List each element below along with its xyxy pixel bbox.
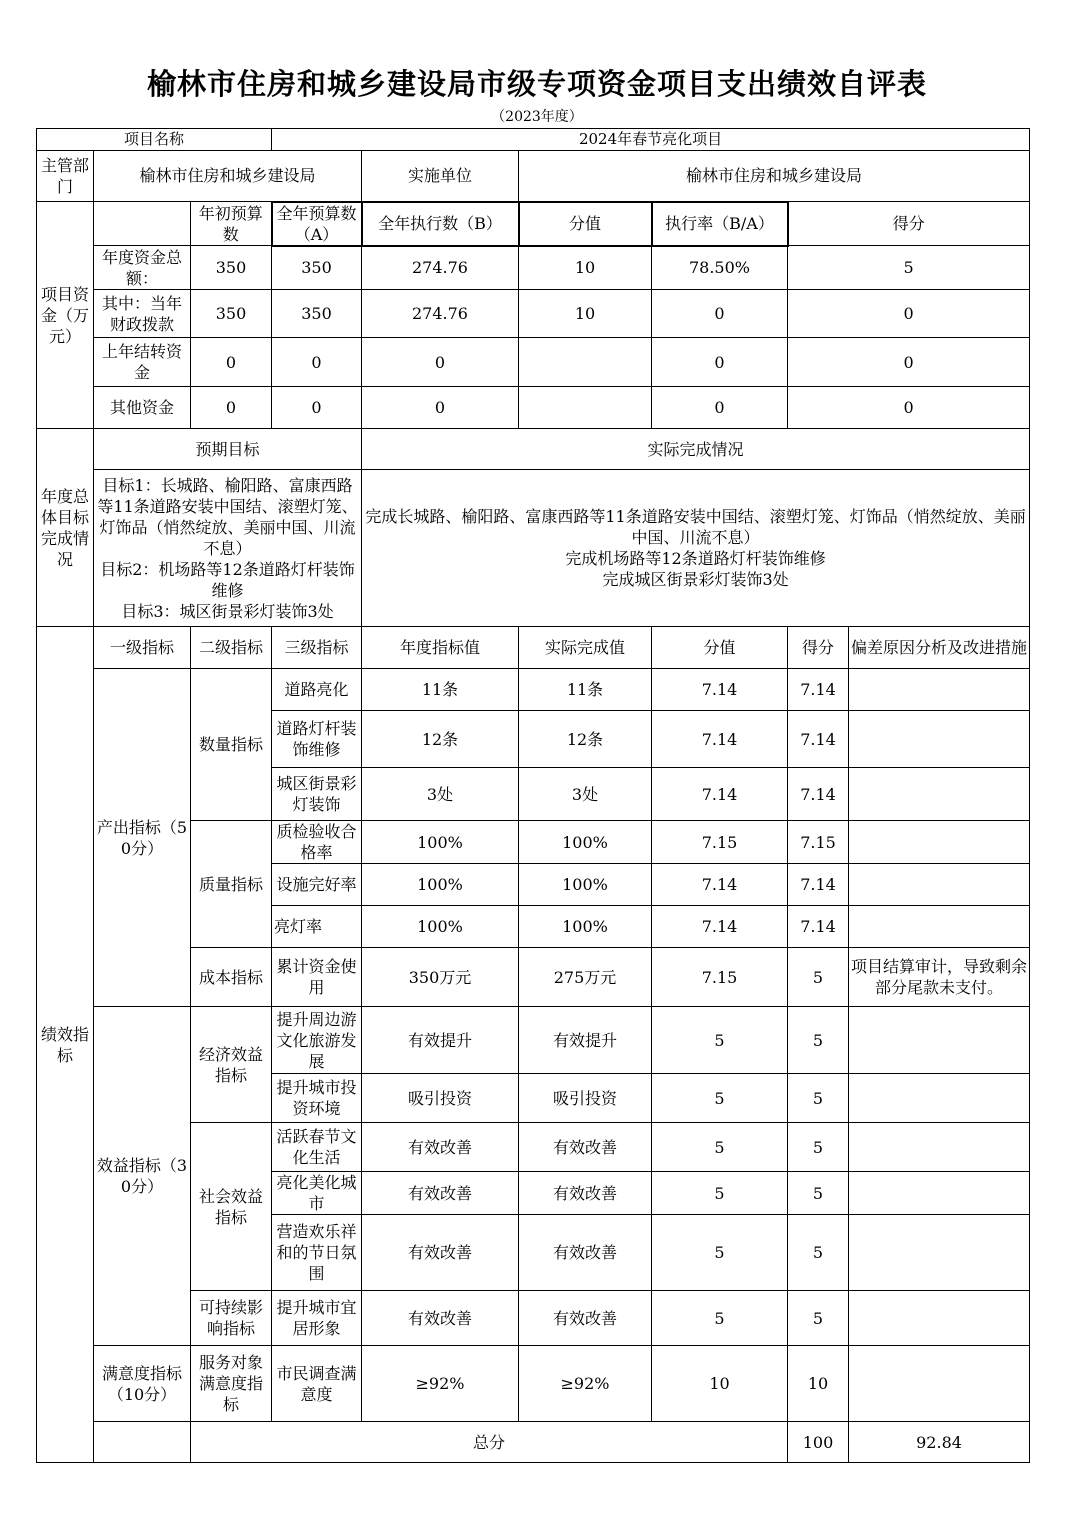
funds-cell: 274.76 bbox=[362, 246, 519, 290]
level3-cell: 提升周边游文化旅游发展 bbox=[272, 1007, 362, 1074]
perf-header: 二级指标 bbox=[191, 627, 272, 669]
perf-header: 分值 bbox=[652, 627, 788, 669]
target-cell: 有效改善 bbox=[362, 1123, 519, 1172]
note-cell bbox=[849, 821, 1030, 864]
funds-cell: 350 bbox=[191, 290, 272, 338]
perf-header: 年度指标值 bbox=[362, 627, 519, 669]
perf-header: 偏差原因分析及改进措施 bbox=[849, 627, 1030, 669]
funds-row bbox=[37, 290, 1030, 338]
got-cell: 10 bbox=[788, 1346, 849, 1422]
funds-row bbox=[37, 387, 1030, 429]
actual-cell: 11条 bbox=[519, 669, 652, 711]
level3-cell: 营造欢乐祥和的节日氛围 bbox=[272, 1215, 362, 1291]
level3-cell: 设施完好率 bbox=[272, 864, 362, 906]
got-cell: 5 bbox=[788, 1291, 849, 1346]
target-cell: 有效改善 bbox=[362, 1215, 519, 1291]
funds-cell: 0 bbox=[272, 387, 362, 429]
note-cell: 项目结算审计，导致剩余部分尾款未支付。 bbox=[849, 948, 1030, 1007]
expected-goal-text: 目标1：长城路、榆阳路、富康西路等11条道路安装中国结、滚塑灯笼、灯饰品（悄然绽放、美丽中国、川流不息） 目标2：机场路等12条道路灯杆装饰维修 目标3：城区街景彩灯装饰3处 bbox=[94, 470, 362, 627]
table-row bbox=[37, 1346, 1030, 1422]
dept-label: 主管部门 bbox=[37, 151, 94, 202]
level1-output: 产出指标（50分） bbox=[94, 669, 191, 1007]
actual-cell: 12条 bbox=[519, 711, 652, 768]
target-cell: ≥92% bbox=[362, 1346, 519, 1422]
funds-cell: 350 bbox=[272, 290, 362, 338]
level3-cell: 提升城市宜居形象 bbox=[272, 1291, 362, 1346]
note-cell bbox=[849, 669, 1030, 711]
funds-cell: 0 bbox=[652, 387, 788, 429]
funds-cell: 0 bbox=[191, 387, 272, 429]
funds-cell: 0 bbox=[272, 338, 362, 387]
total-row bbox=[37, 1422, 1030, 1463]
actual-cell: 275万元 bbox=[519, 948, 652, 1007]
evaluation-table bbox=[36, 128, 1030, 1463]
actual-cell: 3处 bbox=[519, 768, 652, 821]
note-cell bbox=[849, 1346, 1030, 1422]
target-cell: 11条 bbox=[362, 669, 519, 711]
funds-header: 执行率（B/A） bbox=[652, 202, 788, 246]
score-cell: 7.14 bbox=[652, 711, 788, 768]
score-cell: 5 bbox=[652, 1215, 788, 1291]
perf-header: 一级指标 bbox=[94, 627, 191, 669]
funds-cell: 0 bbox=[788, 387, 1030, 429]
level2-social: 社会效益指标 bbox=[191, 1123, 272, 1291]
funds-cell: 0 bbox=[191, 338, 272, 387]
funds-cell: 5 bbox=[788, 246, 1030, 290]
level2-sustainable: 可持续影响指标 bbox=[191, 1291, 272, 1346]
note-cell bbox=[849, 1215, 1030, 1291]
project-name-value: 2024年春节亮化项目 bbox=[272, 129, 1030, 151]
score-cell: 7.14 bbox=[652, 669, 788, 711]
level2-quality: 质量指标 bbox=[191, 821, 272, 948]
page-title: 榆林市住房和城乡建设局市级专项资金项目支出绩效自评表 bbox=[146, 67, 927, 101]
funds-cell: 0 bbox=[652, 290, 788, 338]
level2-quantity: 数量指标 bbox=[191, 669, 272, 821]
goals-section-label: 年度总体目标完成情况 bbox=[37, 429, 94, 627]
target-cell: 100% bbox=[362, 906, 519, 948]
score-cell: 5 bbox=[652, 1074, 788, 1123]
table-row bbox=[37, 669, 1030, 711]
score-cell: 5 bbox=[652, 1007, 788, 1074]
funds-cell: 10 bbox=[519, 246, 652, 290]
funds-cell: 0 bbox=[362, 338, 519, 387]
funds-row bbox=[37, 246, 1030, 290]
target-cell: 有效改善 bbox=[362, 1172, 519, 1215]
funds-row-label: 其中：当年财政拨款 bbox=[94, 290, 191, 338]
level3-cell: 提升城市投资环境 bbox=[272, 1074, 362, 1123]
actual-cell: 有效改善 bbox=[519, 1172, 652, 1215]
score-cell: 7.15 bbox=[652, 948, 788, 1007]
got-cell: 7.14 bbox=[788, 669, 849, 711]
score-cell: 7.14 bbox=[652, 864, 788, 906]
got-cell: 5 bbox=[788, 1172, 849, 1215]
got-cell: 5 bbox=[788, 1215, 849, 1291]
actual-cell: 有效改善 bbox=[519, 1215, 652, 1291]
got-cell: 7.14 bbox=[788, 711, 849, 768]
funds-row-label: 其他资金 bbox=[94, 387, 191, 429]
note-cell bbox=[849, 906, 1030, 948]
note-cell bbox=[849, 1074, 1030, 1123]
actual-completion-text: 完成长城路、榆阳路、富康西路等11条道路安装中国结、滚塑灯笼、灯饰品（悄然绽放、美丽中国、川流不息） 完成机场路等12条道路灯杆装饰维修 完成城区街景彩灯装饰3处 bbox=[362, 470, 1030, 627]
target-cell: 有效提升 bbox=[362, 1007, 519, 1074]
actual-cell: 有效改善 bbox=[519, 1291, 652, 1346]
funds-header: 得分 bbox=[788, 202, 1030, 246]
note-cell bbox=[849, 864, 1030, 906]
actual-completion-header: 实际完成情况 bbox=[362, 429, 1030, 470]
project-name-label: 项目名称 bbox=[37, 129, 272, 151]
total-score: 100 bbox=[788, 1422, 849, 1463]
level2-cost: 成本指标 bbox=[191, 948, 272, 1007]
level3-cell: 活跃春节文化生活 bbox=[272, 1123, 362, 1172]
level2-service: 服务对象满意度指标 bbox=[191, 1346, 272, 1422]
note-cell bbox=[849, 768, 1030, 821]
funds-cell bbox=[519, 387, 652, 429]
score-cell: 7.14 bbox=[652, 768, 788, 821]
got-cell: 5 bbox=[788, 1074, 849, 1123]
score-cell: 5 bbox=[652, 1291, 788, 1346]
year-subtitle: （2023年度） bbox=[491, 109, 583, 125]
funds-cell: 274.76 bbox=[362, 290, 519, 338]
target-cell: 有效改善 bbox=[362, 1291, 519, 1346]
score-cell: 5 bbox=[652, 1123, 788, 1172]
level3-cell: 亮灯率 bbox=[272, 906, 362, 948]
note-cell bbox=[849, 711, 1030, 768]
target-cell: 12条 bbox=[362, 711, 519, 768]
level1-satisfaction: 满意度指标（10分） bbox=[94, 1346, 191, 1422]
funds-cell: 78.50% bbox=[652, 246, 788, 290]
total-label: 总分 bbox=[191, 1422, 788, 1463]
funds-header: 年初预算数 bbox=[191, 202, 272, 246]
actual-cell: 吸引投资 bbox=[519, 1074, 652, 1123]
note-cell bbox=[849, 1172, 1030, 1215]
perf-header: 得分 bbox=[788, 627, 849, 669]
actual-cell: 有效提升 bbox=[519, 1007, 652, 1074]
level3-cell: 质检验收合格率 bbox=[272, 821, 362, 864]
score-cell: 10 bbox=[652, 1346, 788, 1422]
funds-cell: 0 bbox=[362, 387, 519, 429]
level3-cell: 道路亮化 bbox=[272, 669, 362, 711]
total-got: 92.84 bbox=[849, 1422, 1030, 1463]
funds-cell: 0 bbox=[652, 338, 788, 387]
target-cell: 吸引投资 bbox=[362, 1074, 519, 1123]
got-cell: 7.14 bbox=[788, 906, 849, 948]
level1-benefit: 效益指标（30分） bbox=[94, 1007, 191, 1346]
perf-header: 三级指标 bbox=[272, 627, 362, 669]
funds-cell: 0 bbox=[788, 338, 1030, 387]
actual-cell: ≥92% bbox=[519, 1346, 652, 1422]
got-cell: 7.14 bbox=[788, 864, 849, 906]
actual-cell: 有效改善 bbox=[519, 1123, 652, 1172]
got-cell: 5 bbox=[788, 1007, 849, 1074]
level3-cell: 累计资金使用 bbox=[272, 948, 362, 1007]
level2-economic: 经济效益指标 bbox=[191, 1007, 272, 1123]
perf-section-label: 绩效指标 bbox=[37, 627, 94, 1463]
impl-unit-value: 榆林市住房和城乡建设局 bbox=[519, 151, 1030, 202]
funds-cell: 10 bbox=[519, 290, 652, 338]
level3-cell: 市民调查满意度 bbox=[272, 1346, 362, 1422]
impl-unit-label: 实施单位 bbox=[362, 151, 519, 202]
perf-header: 实际完成值 bbox=[519, 627, 652, 669]
level3-cell: 道路灯杆装饰维修 bbox=[272, 711, 362, 768]
level3-cell: 城区街景彩灯装饰 bbox=[272, 768, 362, 821]
funds-row-label: 年度资金总额： bbox=[94, 246, 191, 290]
funds-header: 全年执行数（B） bbox=[362, 202, 519, 246]
funds-row bbox=[37, 338, 1030, 387]
funds-section-label: 项目资金（万元） bbox=[37, 202, 94, 429]
score-cell: 7.15 bbox=[652, 821, 788, 864]
funds-cell: 0 bbox=[788, 290, 1030, 338]
actual-cell: 100% bbox=[519, 864, 652, 906]
score-cell: 7.14 bbox=[652, 906, 788, 948]
target-cell: 100% bbox=[362, 821, 519, 864]
score-cell: 5 bbox=[652, 1172, 788, 1215]
note-cell bbox=[849, 1291, 1030, 1346]
target-cell: 100% bbox=[362, 864, 519, 906]
got-cell: 7.15 bbox=[788, 821, 849, 864]
funds-cell: 350 bbox=[272, 246, 362, 290]
funds-cell: 350 bbox=[191, 246, 272, 290]
funds-header-blank bbox=[94, 202, 191, 246]
total-blank bbox=[94, 1422, 191, 1463]
funds-row-label: 上年结转资金 bbox=[94, 338, 191, 387]
got-cell: 5 bbox=[788, 1123, 849, 1172]
target-cell: 3处 bbox=[362, 768, 519, 821]
got-cell: 7.14 bbox=[788, 768, 849, 821]
got-cell: 5 bbox=[788, 948, 849, 1007]
level3-cell: 亮化美化城市 bbox=[272, 1172, 362, 1215]
funds-header: 分值 bbox=[519, 202, 652, 246]
funds-header: 全年预算数（A） bbox=[272, 202, 362, 246]
note-cell bbox=[849, 1123, 1030, 1172]
actual-cell: 100% bbox=[519, 906, 652, 948]
expected-goal-header: 预期目标 bbox=[94, 429, 362, 470]
actual-cell: 100% bbox=[519, 821, 652, 864]
target-cell: 350万元 bbox=[362, 948, 519, 1007]
note-cell bbox=[849, 1007, 1030, 1074]
funds-cell bbox=[519, 338, 652, 387]
table-row bbox=[37, 1007, 1030, 1074]
dept-value: 榆林市住房和城乡建设局 bbox=[94, 151, 362, 202]
